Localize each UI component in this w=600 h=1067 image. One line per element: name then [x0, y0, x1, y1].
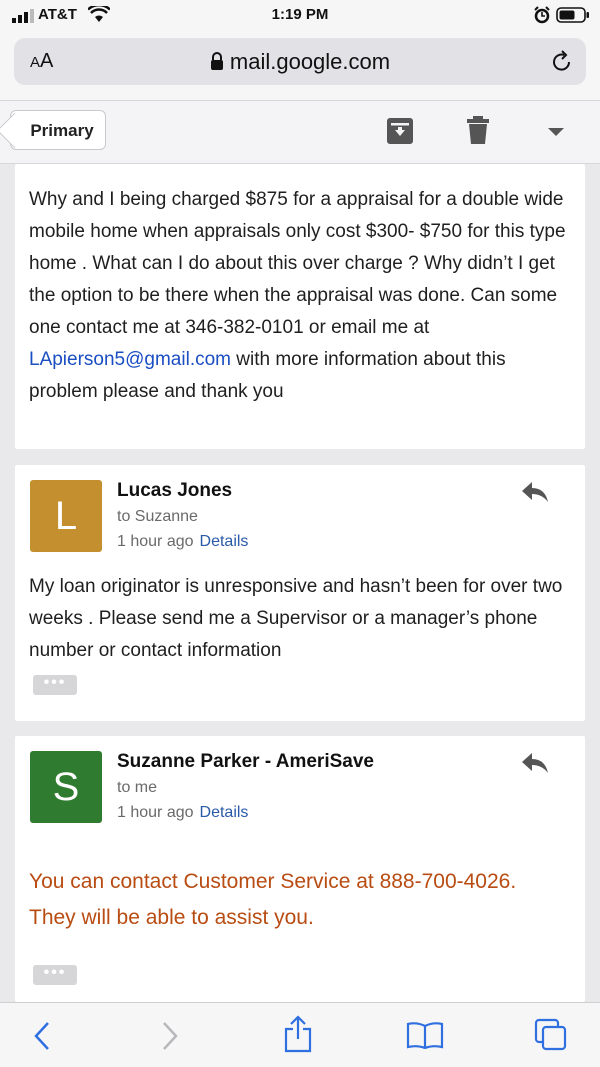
status-bar: [0, 0, 600, 30]
mail-toolbar: [0, 101, 600, 164]
chevron-down-icon[interactable]: [547, 127, 565, 137]
back-to-primary-button[interactable]: [10, 110, 106, 150]
message-body: My loan originator is unresponsive and hasn’t been for over two weeks . Please send me a Supervisor or a manager’s phone number or contact information: [29, 576, 563, 661]
sender-name: Suzanne Parker - AmeriSave: [117, 751, 374, 772]
recipient-line: to Suzanne: [117, 508, 198, 525]
browser-bottom-bar: [0, 1002, 600, 1067]
text-size-button[interactable]: AA: [30, 50, 54, 72]
email-link[interactable]: LApierson5@gmail.com: [29, 349, 231, 370]
reload-icon[interactable]: [550, 50, 574, 74]
message-card-1: [15, 164, 585, 449]
carrier-label: AT&T: [38, 6, 77, 23]
details-link[interactable]: Details: [199, 804, 249, 821]
share-icon[interactable]: [283, 1015, 313, 1053]
message-body: [29, 184, 574, 408]
url-text: mail.google.com: [229, 49, 391, 74]
reply-icon[interactable]: [521, 752, 549, 774]
details-link[interactable]: Details: [199, 533, 249, 550]
tabs-icon[interactable]: [534, 1018, 568, 1052]
trash-icon[interactable]: [466, 115, 490, 145]
address-bar[interactable]: [14, 38, 586, 85]
lock-icon: [210, 52, 224, 70]
url-display[interactable]: [14, 49, 586, 75]
archive-icon[interactable]: [386, 117, 414, 145]
message-body: You can contact Customer Service at 888-700-4026. They will be able to assist you.: [29, 870, 517, 929]
browser-url-area: [0, 30, 600, 101]
bookmarks-icon[interactable]: [406, 1021, 444, 1049]
alarm-icon: [533, 6, 551, 24]
message-text: with more information about this problem please and thank you: [29, 349, 506, 402]
recipient-line: to me: [117, 779, 158, 796]
primary-label: Primary: [30, 121, 94, 140]
battery-icon: [556, 7, 590, 23]
reply-icon[interactable]: [521, 481, 549, 503]
message-card-3: [15, 736, 585, 1002]
show-trimmed-button[interactable]: •••: [33, 965, 77, 985]
time-line: [117, 804, 248, 822]
back-icon[interactable]: [32, 1021, 52, 1051]
time-line: [117, 533, 248, 551]
message-text: Why and I being charged $875 for a appraisal for a double wide mobile home when appraisals only cost $300- $750 for this type home . What can I do about this over charge ? Why didn’t I get the option to be there when the appraisal was done. Can some one contact me at 346-382-0101 or email me at: [29, 189, 566, 338]
show-trimmed-button[interactable]: •••: [33, 675, 77, 695]
message-card-2: [15, 465, 585, 721]
message-time: 1 hour ago: [117, 533, 194, 550]
sender-name: Lucas Jones: [117, 480, 233, 501]
avatar: L: [30, 480, 102, 552]
forward-icon[interactable]: [160, 1021, 180, 1051]
message-time: 1 hour ago: [117, 804, 194, 821]
clock-time: 1:19 PM: [271, 6, 329, 23]
avatar: S: [30, 751, 102, 823]
